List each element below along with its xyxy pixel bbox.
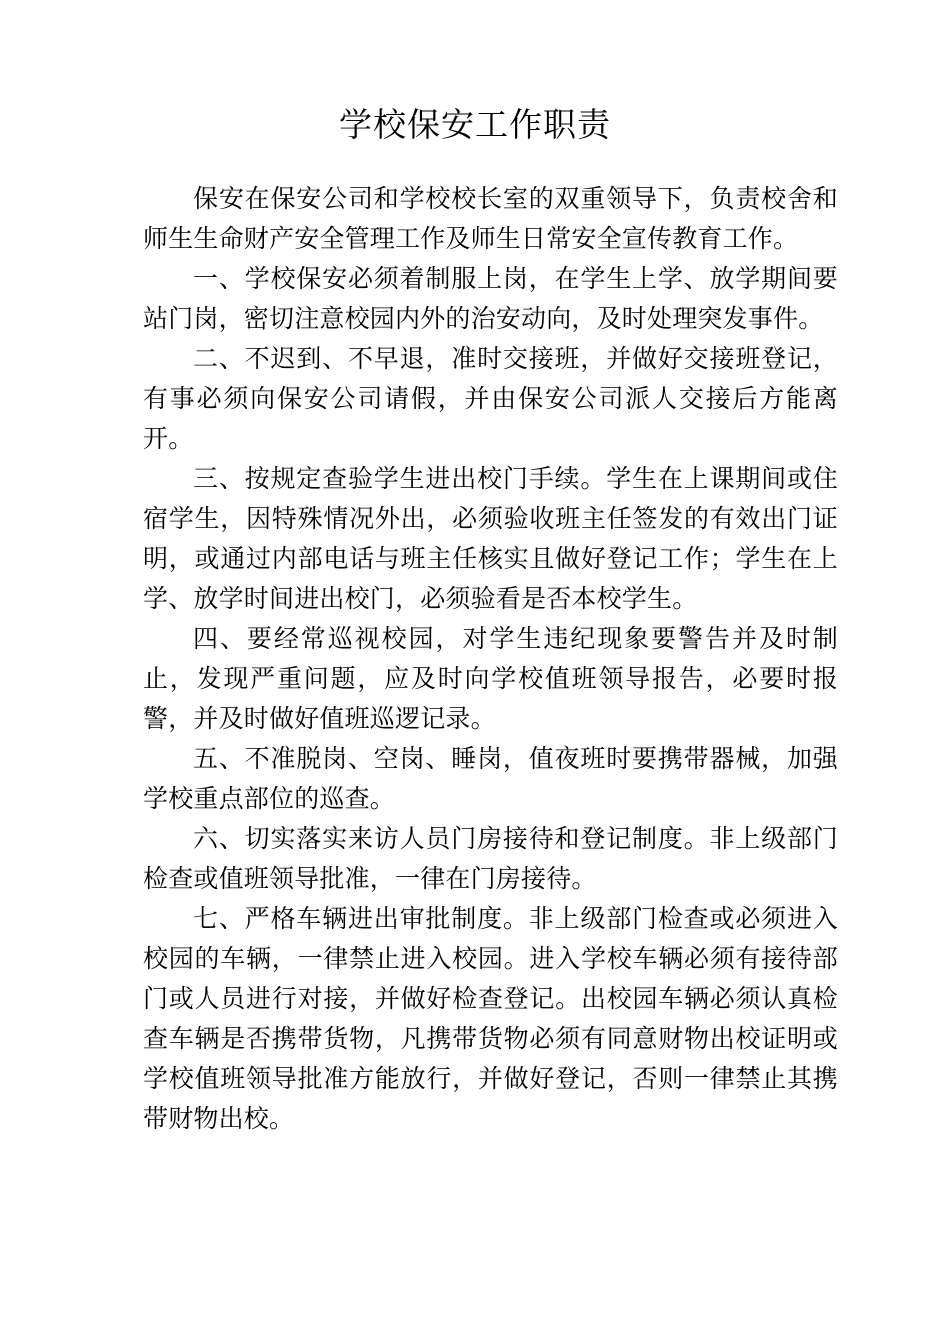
paragraph-intro: 保安在保安公司和学校校长室的双重领导下，负责校舍和师生生命财产安全管理工作及师生日常安全宣传教育工作。 bbox=[143, 184, 838, 253]
paragraph-item-7: 七、严格车辆进出审批制度。非上级部门检查或必须进入校园的车辆，一律禁止进入校园。进入学校车辆必须有接待部门或人员进行对接，并做好检查登记。出校园车辆必须认真检查车辆是否携带货物，凡携带货物必须有同意财物出校证明或学校值班领导批准方能放行，并做好登记，否则一律禁止其携带财物出校。 bbox=[143, 904, 838, 1133]
document-body bbox=[143, 179, 838, 1139]
paragraph-item-1: 一、学校保安必须着制服上岗，在学生上学、放学期间要站门岗，密切注意校园内外的治安动向，及时处理突发事件。 bbox=[143, 264, 838, 333]
paragraph-item-6: 六、切实落实来访人员门房接待和登记制度。非上级部门检查或值班领导批准，一律在门房接待。 bbox=[143, 824, 838, 893]
paragraph-item-2: 二、不迟到、不早退，准时交接班，并做好交接班登记，有事必须向保安公司请假，并由保安公司派人交接后方能离开。 bbox=[143, 344, 838, 453]
paragraph-item-4: 四、要经常巡视校园，对学生违纪现象要警告并及时制止，发现严重问题，应及时向学校值班领导报告，必要时报警，并及时做好值班巡逻记录。 bbox=[143, 624, 838, 733]
paragraph-item-3: 三、按规定查验学生进出校门手续。学生在上课期间或住宿学生，因特殊情况外出，必须验收班主任签发的有效出门证明，或通过内部电话与班主任核实且做好登记工作；学生在上学、放学时间进出校门，必须验看是否本校学生。 bbox=[143, 464, 838, 613]
paragraph-item-5: 五、不准脱岗、空岗、睡岗，值夜班时要携带器械，加强学校重点部位的巡查。 bbox=[143, 744, 838, 813]
document-title: 学校保安工作职责 bbox=[339, 105, 611, 144]
